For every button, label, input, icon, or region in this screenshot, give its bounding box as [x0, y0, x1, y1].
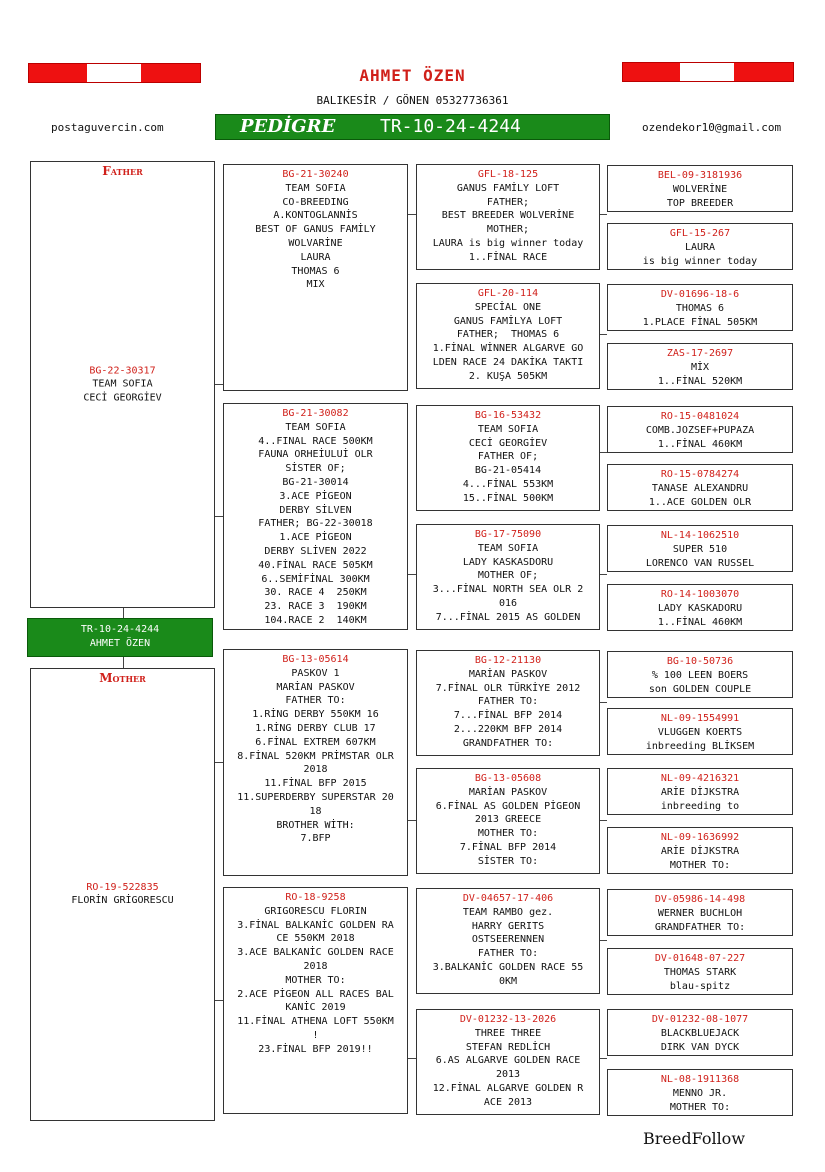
ancestor-info-line: A.KONTOGLANNİS	[273, 210, 358, 222]
ancestor-info-line: 6.FİNAL EXTREM 607KM	[255, 736, 376, 748]
ancestor-info-line: GRIGORESCU FLORIN	[264, 905, 367, 917]
ancestor-info-line: WOLVERİNE	[672, 183, 728, 195]
ancestor-info-line: CECİ GEORGİEV	[468, 437, 548, 449]
ancestor-info-line: TANASE ALEXANDRU	[651, 482, 749, 494]
ancestor-info-line: 1..FİNAL 520KM	[657, 375, 743, 387]
gen3-ancestor-card[interactable]	[416, 650, 600, 756]
ancestor-info-line: BEST OF GANUS FAMİLY	[255, 224, 376, 236]
ancestor-info-line: GRANDFATHER TO:	[462, 737, 554, 749]
pedigree-label: PEDİGRE	[240, 116, 336, 137]
ancestor-info-line: SPECİAL ONE	[474, 301, 542, 313]
ancestor-info-line: OSTSEERENNEN	[471, 934, 545, 946]
gen4-ancestor-card[interactable]	[607, 827, 793, 874]
gen4-ancestor-card[interactable]	[607, 768, 793, 815]
gen2-ancestor-card[interactable]	[223, 403, 408, 630]
ancestor-info-line: 1.ACE PİGEON	[279, 532, 352, 544]
gen4-ancestor-card[interactable]	[607, 165, 793, 212]
ancestor-info-line: ARİE DİJKSTRA	[660, 845, 740, 857]
ancestor-info-line: 30. RACE 4 250KM	[264, 587, 367, 599]
ancestor-info-line: GANUS FAMİLY LOFT	[456, 182, 560, 194]
ancestor-info-line: 016	[498, 597, 518, 609]
ancestor-info-line: MARİAN PASKOV	[468, 786, 548, 798]
ancestor-ring: RO-15-0481024	[660, 411, 740, 422]
ancestor-info-line: 40.FİNAL RACE 505KM	[258, 559, 373, 571]
ancestor-info-line: MARİAN PASKOV	[468, 668, 548, 680]
ancestor-info-line: 2018	[303, 764, 328, 776]
ancestor-info-line: 2018	[303, 960, 328, 972]
ancestor-info-line: TOP BREEDER	[666, 197, 734, 209]
gen4-ancestor-card[interactable]	[607, 708, 793, 755]
ancestor-info-line: FATHER OF;	[477, 451, 539, 463]
father-ring: BG-22-30317	[89, 364, 156, 376]
ancestor-info-line: FAUNA ORHEİULUİ OLR	[258, 449, 373, 461]
ancestor-info-line: HARRY GERITS	[471, 920, 545, 932]
gen3-ancestor-card[interactable]	[416, 164, 600, 270]
ancestor-info-line: 15..FİNAL 500KM	[462, 492, 554, 504]
ancestor-info-line: LAURA is big winner today	[432, 237, 584, 249]
ancestor-info-line: 3.ACE BALKANİC GOLDEN RACE	[237, 947, 394, 959]
ancestor-info-line: BLACKBLUEJACK	[660, 1027, 740, 1039]
ancestor-info-line: 4..FINAL RACE 500KM	[258, 435, 373, 447]
ancestor-ring: RO-18-9258	[285, 892, 346, 903]
gen4-ancestor-card[interactable]	[607, 584, 793, 631]
gen4-ancestor-card[interactable]	[607, 343, 793, 390]
ancestor-info-line: 3.FİNAL BALKANİC GOLDEN RA	[237, 919, 394, 931]
gen3-ancestor-card[interactable]	[416, 283, 600, 389]
gen2-ancestor-card[interactable]	[223, 887, 408, 1114]
ancestor-info-line: 7.FİNAL OLR TÜRKİYE 2012	[435, 682, 581, 694]
ancestor-info-line: 11.FİNAL BFP 2015	[264, 778, 367, 790]
ancestor-ring: DV-05986-14-498	[654, 894, 746, 905]
ancestor-info-line: !	[312, 1029, 319, 1041]
ancestor-info-line: 1..FİNAL 460KM	[657, 616, 743, 628]
ancestor-info-line: TEAM SOFIA	[477, 542, 539, 554]
ancestor-info-line: MOTHER;	[486, 224, 530, 236]
ancestor-ring: NL-14-1062510	[660, 530, 740, 541]
gen4-ancestor-card[interactable]	[607, 525, 793, 572]
ancestor-info-line: 6.FİNAL AS GOLDEN PİGEON	[435, 800, 581, 812]
gen4-ancestor-card[interactable]	[607, 223, 793, 270]
ancestor-info-line: 1..FİNAL RACE	[468, 251, 548, 263]
ancestor-ring: BG-17-75090	[474, 529, 542, 540]
ancestor-info-line: inbreeding to	[660, 800, 740, 812]
gen4-ancestor-card[interactable]	[607, 284, 793, 331]
ancestor-info-line: BEST BREEDER WOLVERİNE	[441, 210, 575, 222]
ancestor-ring: GFL-18-125	[477, 169, 539, 180]
ancestor-info-line: VLUGGEN KOERTS	[657, 726, 743, 738]
ancestor-ring: GFL-15-267	[669, 228, 731, 239]
ancestor-info-line: LADY KASKADORU	[657, 602, 743, 614]
ancestor-ring: RO-15-0784274	[660, 469, 740, 480]
ancestor-info-line: 11.SUPERDERBY SUPERSTAR 20	[237, 791, 394, 803]
pedigree-title-bar	[215, 114, 610, 140]
ancestor-info-line: WOLVARİNE	[288, 237, 343, 249]
ancestor-info-line: 104.RACE 2 140KM	[264, 614, 367, 626]
gen2-ancestor-card[interactable]	[223, 164, 408, 391]
mother-card[interactable]: Mother RO-19-522835 FLORİN GRİGORESCU	[30, 668, 215, 1121]
ancestor-ring: BG-21-30082	[282, 408, 349, 419]
ancestor-info-line: CE 550KM 2018	[276, 933, 355, 945]
ancestor-info-line: 8.FİNAL 520KM PRİMSTAR OLR	[237, 750, 394, 762]
ancestor-info-line: 2...220KM BFP 2014	[453, 723, 563, 735]
website-text: postaguvercin.com	[51, 121, 164, 134]
ancestor-info-line: FATHER;	[486, 196, 530, 208]
ancestor-info-line: MENNO JR.	[672, 1087, 728, 1099]
owner-location-phone: BALIKESİR / GÖNEN 05327736361	[316, 94, 509, 107]
ancestor-ring: DV-01232-13-2026	[459, 1014, 557, 1025]
ancestor-info-line: 18	[309, 805, 322, 817]
subject-ring: TR-10-24-4244	[80, 624, 160, 635]
mother-label: Mother	[99, 671, 146, 685]
ancestor-info-line: THREE THREE	[474, 1027, 542, 1039]
ancestor-ring: BG-10-50736	[666, 656, 734, 667]
ancestor-info-line: FATHER; THOMAS 6	[456, 329, 560, 341]
ancestor-info-line: 1.RİNG DERBY 550KM 16	[252, 709, 379, 721]
ancestor-info-line: LADY KASKASDORU	[462, 556, 554, 568]
ancestor-info-line: THOMAS 6	[675, 302, 725, 314]
gen3-ancestor-card[interactable]	[416, 524, 600, 630]
ancestor-info-line: 7.FİNAL BFP 2014	[459, 841, 557, 853]
ancestor-info-line: GRANDFATHER TO:	[654, 921, 746, 933]
ancestor-info-line: 23. RACE 3 190KM	[264, 601, 367, 613]
ancestor-info-line: TEAM SOFIA	[285, 182, 346, 194]
ancestor-info-line: DERBY SLİVEN 2022	[264, 545, 367, 557]
ancestor-info-line: blau-spitz	[669, 980, 731, 992]
ancestor-info-line: THOMAS STARK	[663, 966, 737, 978]
ancestor-ring: DV-01696-18-6	[660, 289, 740, 300]
ancestor-ring: NL-09-1554991	[660, 713, 740, 724]
father-card[interactable]: Father BG-22-30317 TEAM SOFIA CECİ GEORGİEV	[30, 161, 215, 608]
ancestor-info-line: 1.PLACE FİNAL 505KM	[642, 316, 758, 328]
ancestor-ring: DV-04657-17-406	[462, 893, 554, 904]
ancestor-info-line: 6..SEMİFİNAL 300KM	[261, 573, 370, 585]
ancestor-info-line: 11.FİNAL ATHENA LOFT 550KM	[237, 1016, 394, 1028]
ancestor-info-line: COMB.JOZSEF+PUPAZA	[645, 424, 755, 436]
ancestor-info-line: SİSTER OF;	[285, 463, 346, 475]
ancestor-info-line: DERBY SİLVEN	[279, 504, 352, 516]
ancestor-info-line: DIRK VAN DYCK	[660, 1041, 740, 1053]
ancestor-info-line: 2013	[495, 1069, 521, 1081]
ancestor-info-line: PASKOV 1	[291, 667, 340, 679]
ancestor-info-line: THOMAS 6	[291, 265, 340, 277]
ancestor-ring: NL-09-4216321	[660, 773, 740, 784]
ancestor-info-line: 12.FİNAL ALGARVE GOLDEN R	[432, 1082, 584, 1094]
ancestor-ring: GFL-20-114	[477, 288, 539, 299]
ancestor-info-line: % 100 LEEN BOERS	[651, 669, 749, 681]
ancestor-info-line: MARİAN PASKOV	[276, 681, 355, 693]
ancestor-ring: BG-21-30240	[282, 169, 349, 180]
mother-ring: RO-19-522835	[86, 881, 159, 893]
ancestor-info-line: SUPER 510	[672, 543, 728, 555]
ancestor-ring: BG-16-53432	[474, 410, 542, 421]
ancestor-info-line: LAURA	[300, 251, 331, 263]
ancestor-info-line: 1..FİNAL 460KM	[657, 438, 743, 450]
ancestor-info-line: son GOLDEN COUPLE	[648, 683, 752, 695]
ancestor-info-line: TEAM SOFIA	[285, 421, 346, 433]
ancestor-info-line: MOTHER TO:	[285, 974, 346, 986]
gen4-ancestor-card[interactable]	[607, 651, 793, 698]
ancestor-info-line: MOTHER TO:	[477, 828, 539, 840]
ancestor-info-line: 1.FİNAL WİNNER ALGARVE GO	[432, 343, 584, 355]
ancestor-info-line: FATHER TO:	[285, 695, 346, 707]
ancestor-info-line: ACE 2013	[483, 1096, 533, 1108]
ancestor-info-line: BG-21-30014	[282, 476, 349, 488]
ancestor-info-line: MOTHER TO:	[669, 859, 731, 871]
ancestor-info-line: 2. KUŞA 505KM	[468, 370, 548, 382]
ancestor-info-line: BG-21-05414	[474, 465, 542, 477]
ancestor-ring: DV-01648-07-227	[654, 953, 746, 964]
ancestor-ring: NL-09-1636992	[660, 832, 740, 843]
ancestor-info-line: 1..ACE GOLDEN OLR	[648, 496, 752, 508]
ancestor-info-line: GANUS FAMİLYA LOFT	[453, 315, 563, 327]
owner-name: AHMET ÖZEN	[359, 66, 466, 85]
ancestor-ring: BG-12-21130	[474, 655, 542, 666]
ancestor-info-line: BROTHER WİTH:	[276, 819, 355, 831]
gen4-ancestor-card[interactable]	[607, 464, 793, 511]
pedigree-ring: TR-10-24-4244	[380, 116, 521, 137]
gen2-ancestor-card[interactable]	[223, 649, 408, 876]
ancestor-ring: BEL-09-3181936	[657, 170, 743, 181]
ancestor-info-line: LORENCO VAN RUSSEL	[645, 557, 755, 569]
ancestor-info-line: FATHER TO:	[477, 948, 539, 960]
subject-pigeon-card[interactable]	[27, 618, 213, 657]
ancestor-info-line: 7...FİNAL BFP 2014	[453, 710, 563, 722]
gen3-ancestor-card[interactable]	[416, 405, 600, 511]
ancestor-info-line: KANİC 2019	[285, 1002, 346, 1014]
ancestor-info-line: STEFAN REDLİCH	[465, 1041, 551, 1053]
ancestor-info-line: 2013 GREECE	[474, 814, 542, 826]
ancestor-ring: DV-01232-08-1077	[651, 1014, 749, 1025]
father-label: Father	[102, 164, 143, 178]
ancestor-info-line: CO-BREEDING	[282, 196, 349, 208]
ancestor-info-line: TEAM SOFIA	[477, 423, 539, 435]
ancestor-info-line: LAURA	[684, 241, 716, 253]
ancestor-info-line: LDEN RACE 24 DAKİKA TAKTI	[432, 356, 584, 368]
ancestor-ring: BG-13-05608	[474, 773, 542, 784]
ancestor-info-line: TEAM RAMBO gez.	[462, 906, 554, 918]
ancestor-info-line: is big winner today	[642, 255, 758, 267]
gen4-ancestor-card[interactable]	[607, 889, 793, 936]
ancestor-info-line: 0KM	[498, 975, 518, 987]
ancestor-info-line: 7.BFP	[300, 833, 331, 845]
ancestor-info-line: inbreeding BLİKSEM	[645, 740, 755, 752]
gen4-ancestor-card[interactable]	[607, 1069, 793, 1116]
ancestor-info-line: 23.FİNAL BFP 2019!!	[258, 1043, 373, 1055]
ancestor-info-line: WERNER BUCHLOH	[657, 907, 743, 919]
ancestor-info-line: 2.ACE PİGEON ALL RACES BAL	[237, 988, 394, 1000]
ancestor-ring: NL-08-1911368	[660, 1074, 740, 1085]
ancestor-ring: RO-14-1003070	[660, 589, 740, 600]
ancestor-info-line: MOTHER OF;	[477, 570, 539, 582]
ancestor-info-line: MOTHER TO:	[669, 1101, 731, 1113]
ancestor-info-line: SİSTER TO:	[477, 855, 539, 867]
gen4-ancestor-card[interactable]	[607, 1009, 793, 1056]
ancestor-info-line: 4...FİNAL 553KM	[462, 478, 554, 490]
gen3-ancestor-card[interactable]	[416, 1009, 600, 1115]
ancestor-info-line: MİX	[690, 361, 710, 373]
ancestor-info-line: FATHER TO:	[477, 696, 539, 708]
ancestor-info-line: 1.RİNG DERBY CLUB 17	[255, 722, 376, 734]
email-text: ozendekor10@gmail.com	[642, 121, 782, 134]
gen3-ancestor-card[interactable]	[416, 888, 600, 994]
ancestor-info-line: ARİE DİJKSTRA	[660, 786, 740, 798]
ancestor-info-line: 3.BALKANİC GOLDEN RACE 55	[432, 961, 584, 973]
ancestor-info-line: FATHER; BG-22-30018	[258, 518, 373, 530]
ancestor-info-line: 3.ACE PİGEON	[279, 490, 352, 502]
ancestor-info-line: MIX	[306, 279, 325, 291]
ancestor-ring: BG-13-05614	[282, 654, 349, 665]
ancestor-ring: ZAS-17-2697	[666, 348, 734, 359]
gen4-ancestor-card[interactable]	[607, 948, 793, 995]
gen4-ancestor-card[interactable]	[607, 406, 793, 453]
gen3-ancestor-card[interactable]	[416, 768, 600, 874]
subject-owner: AHMET ÖZEN	[89, 638, 151, 649]
ancestor-info-line: 7...FİNAL 2015 AS GOLDEN	[435, 611, 581, 623]
breedfollow-brand: BreedFollow	[643, 1129, 746, 1148]
ancestor-info-line: 6.AS ALGARVE GOLDEN RACE	[435, 1055, 581, 1067]
ancestor-info-line: 3...FİNAL NORTH SEA OLR 2	[432, 584, 584, 596]
